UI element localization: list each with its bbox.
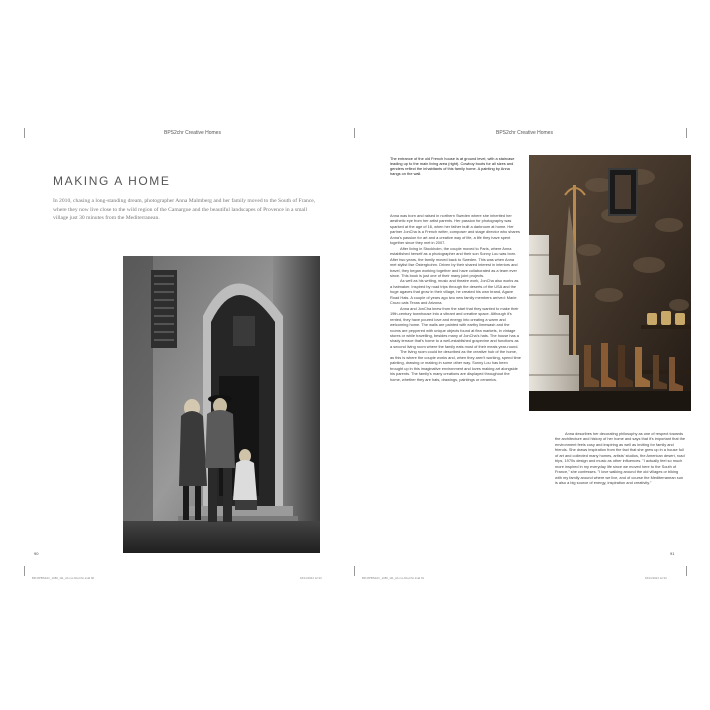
running-head-left: BPS2chr Creative Homes [164, 130, 221, 136]
page-number-right: 91 [670, 551, 675, 556]
article-intro: In 2010, chasing a long-standing dream, photographer Anna Malmberg and her family moved to the South of France, where they now live close to the wild region of the Camargue and the beautiful landscapes of Provence in a small village just 30 minutes from the Mediterranean. [53, 198, 316, 222]
body-column-2 [555, 431, 686, 486]
photo-caption: The entrance of the old French house is at ground level, with a staircase leading up to the main living area (right). Cowboy boots for all sizes and genders reflect the inhabitants of this family home. A painting by Anna hangs on the wall. [390, 156, 515, 176]
print-slug: BR MPBS2chr_1080_111_Ab.mo.bha.hhn.indd 90 [32, 576, 95, 580]
body-paragraph: Anna and JonCha knew from the start that they wanted to make their 19th-century townhouse into a vibrant and creative space. Although it's rented, they have poured love and energy into creating a warm and welcoming home. The walls are painted with earthy limewash and the rooms are peppered with unique objects found at flea markets, in vintage stores or while travelling, besides many of JonCha's hats. The house has a shady terrace that's home to a well-established grapevine and functions as a second living room where the family eats most of their meals year-round. [390, 305, 519, 349]
print-slug: 18/11/2024 12:34 [645, 576, 667, 580]
body-paragraph: Anna was born and raised in northern Sweden where she inherited her aesthetic eye from her artist parents. Her passion for photography was sparked at the age of 16, when her father built a darkroom at home. Her partner JonCha is a French writer, composer and stage director who shares Anna's passion for art and a creative way of life, a life they have spent together since they met in 2007. [390, 213, 520, 246]
body-paragraph: The living room could be described as the creative hub of the home, as this is where the couple works and, when they aren't working, spend time painting, drawing or making in some other way. Sonny Lou has been brought up in this imaginative environment and loves making art alongside his parents. The family's many creations are displayed throughout the home, whether they are hats, drawings, paintings or ceramics. [390, 349, 521, 382]
crop-mark [24, 566, 25, 576]
crop-mark [354, 566, 355, 576]
crop-mark [686, 128, 687, 138]
body-paragraph: Anna describes her decorating philosophy as one of respect towards the architecture and history of her home and says that it's important that the environment feels cosy and inspiring as well as inviting for family and friends. She draws inspiration from the fact that she grew up in a house full of art and collected many homes, artists' studios, the American desert, road trips, 1970s design and music as other influences. "I actually feel so much more inspired in my everyday life since we moved here to the South of France," she confesses. "I love walking around the old villages or biking with my family around where we live, and of course the Mediterranean sun is also a big source of energy, inspiration and creativity." [555, 431, 686, 486]
print-slug: BR MPBS2chr_1080_111_Ab.mo.bha.hhn.indd 91 [362, 576, 425, 580]
running-head-right: BPS2chr Creative Homes [496, 130, 553, 136]
print-slug: 18/11/2024 12:34 [300, 576, 322, 580]
page-number-left: 90 [34, 551, 39, 556]
crop-mark [354, 128, 355, 138]
staircase-boots-photo [529, 155, 691, 411]
body-paragraph: After living in Stockholm, the couple moved to Paris, where Anna established herself as a photographer and their son Sonny Lou was born. After two years, the family moved back to Sweden. This was when Anna met stylist Ilse Östergbohm. Driven by their shared interest in interiors and travel, they began working together and have collaborated as a team ever since. This book is just one of their many joint projects. [390, 245, 518, 278]
family-doorway-photo [123, 256, 320, 553]
article-title: MAKING A HOME [53, 174, 171, 188]
crop-mark [24, 128, 25, 138]
crop-mark [686, 566, 687, 576]
body-paragraph: As well as his writing, music and theatre work, JonCha also works as a hatmaker. Inspired by road trips through the deserts of the USA and the huge agaves that grow in their village, he created his own brand, Agave Road Hats. A couple of years ago two new family members arrived: Marie Cruzo cats Texas and Arizona. [390, 278, 519, 306]
body-column-1 [390, 213, 521, 382]
